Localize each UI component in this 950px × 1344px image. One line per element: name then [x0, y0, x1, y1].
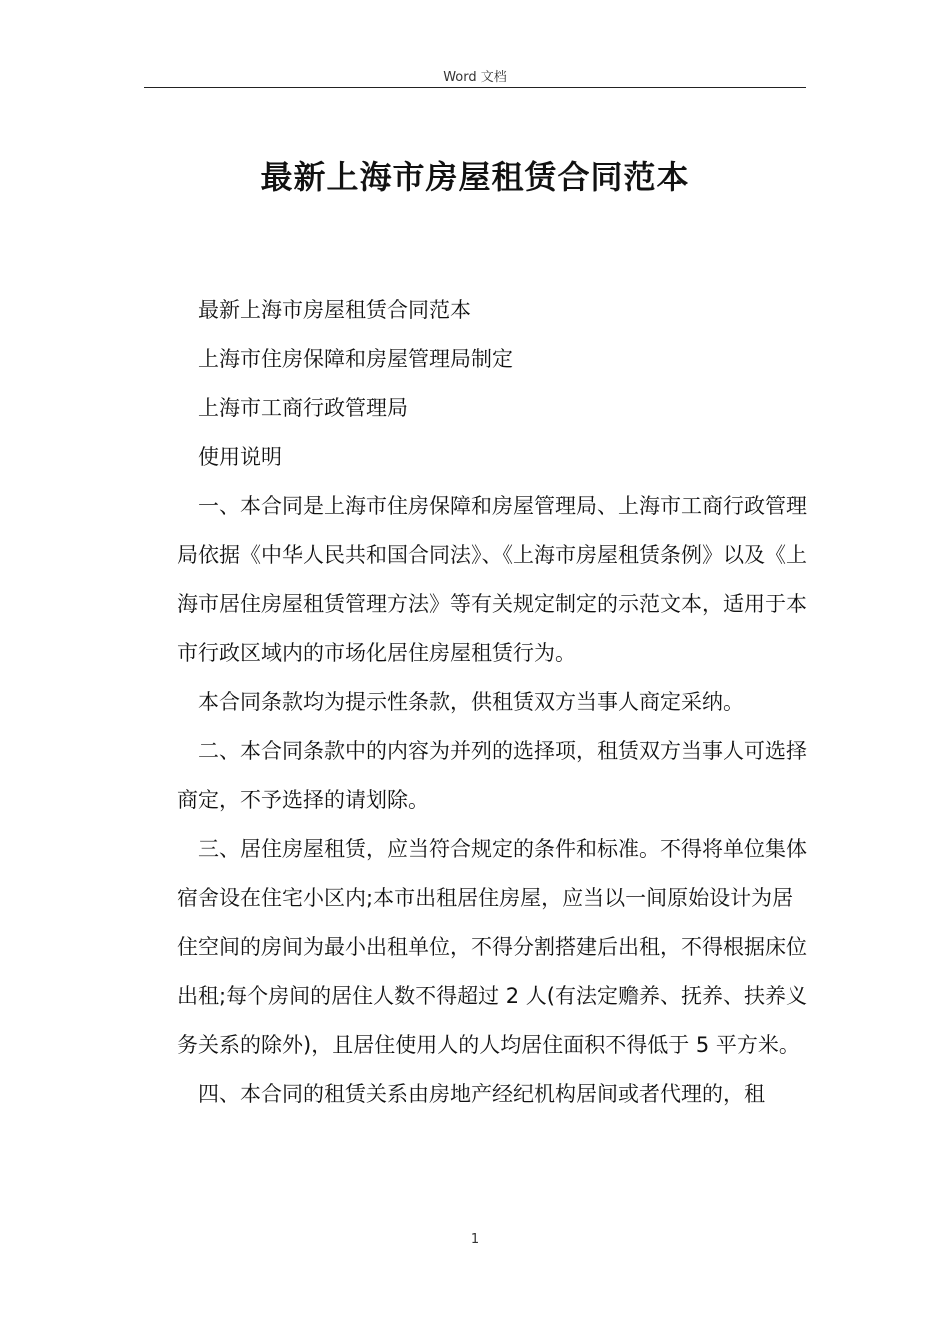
- paragraph-issuer-housing: 上海市住房保障和房屋管理局制定: [198, 347, 513, 371]
- paragraph-doc-name: 最新上海市房屋租赁合同范本: [198, 298, 471, 322]
- document-title: 最新上海市房屋租赁合同范本: [260, 158, 690, 196]
- paragraph-clause-1: 一、本合同是上海市住房保障和房屋管理局、上海市工商行政管理局依据《中华人民共和国合同法》、《上海市房屋租赁条例》以及《上海市居住房屋租赁管理方法》等有关规定制定的示范文本，适用于本市行政区域内的市场化居住房屋租赁行为。: [177, 494, 807, 665]
- paragraph-clause-4: 四、本合同的租赁关系由房地产经纪机构居间或者代理的，租: [198, 1082, 765, 1106]
- header-divider: [144, 87, 806, 88]
- paragraph-clause-3: 三、居住房屋租赁，应当符合规定的条件和标准。不得将单位集体宿舍设在住宅小区内;本市出租居住房屋，应当以一间原始设计为居住空间的房间为最小出租单位，不得分割搭建后出租，不得根据床位出租;每个房间的居住人数不得超过 2 人(有法定赡养、抚养、扶养义务关系的除外)，且居住使用人的人均居住面积不得低于 5 平方米。: [177, 837, 807, 1057]
- page-header: Word 文档: [443, 70, 507, 85]
- paragraph-issuer-commerce: 上海市工商行政管理局: [198, 396, 408, 420]
- document-body: [177, 286, 807, 1119]
- paragraph-instructions-heading: 使用说明: [198, 445, 282, 469]
- paragraph-clause-2: 二、本合同条款中的内容为并列的选择项，租赁双方当事人可选择商定，不予选择的请划除。: [177, 739, 807, 812]
- paragraph-clause-1-note: 本合同条款均为提示性条款，供租赁双方当事人商定采纳。: [198, 690, 744, 714]
- page-number: 1: [470, 1232, 480, 1247]
